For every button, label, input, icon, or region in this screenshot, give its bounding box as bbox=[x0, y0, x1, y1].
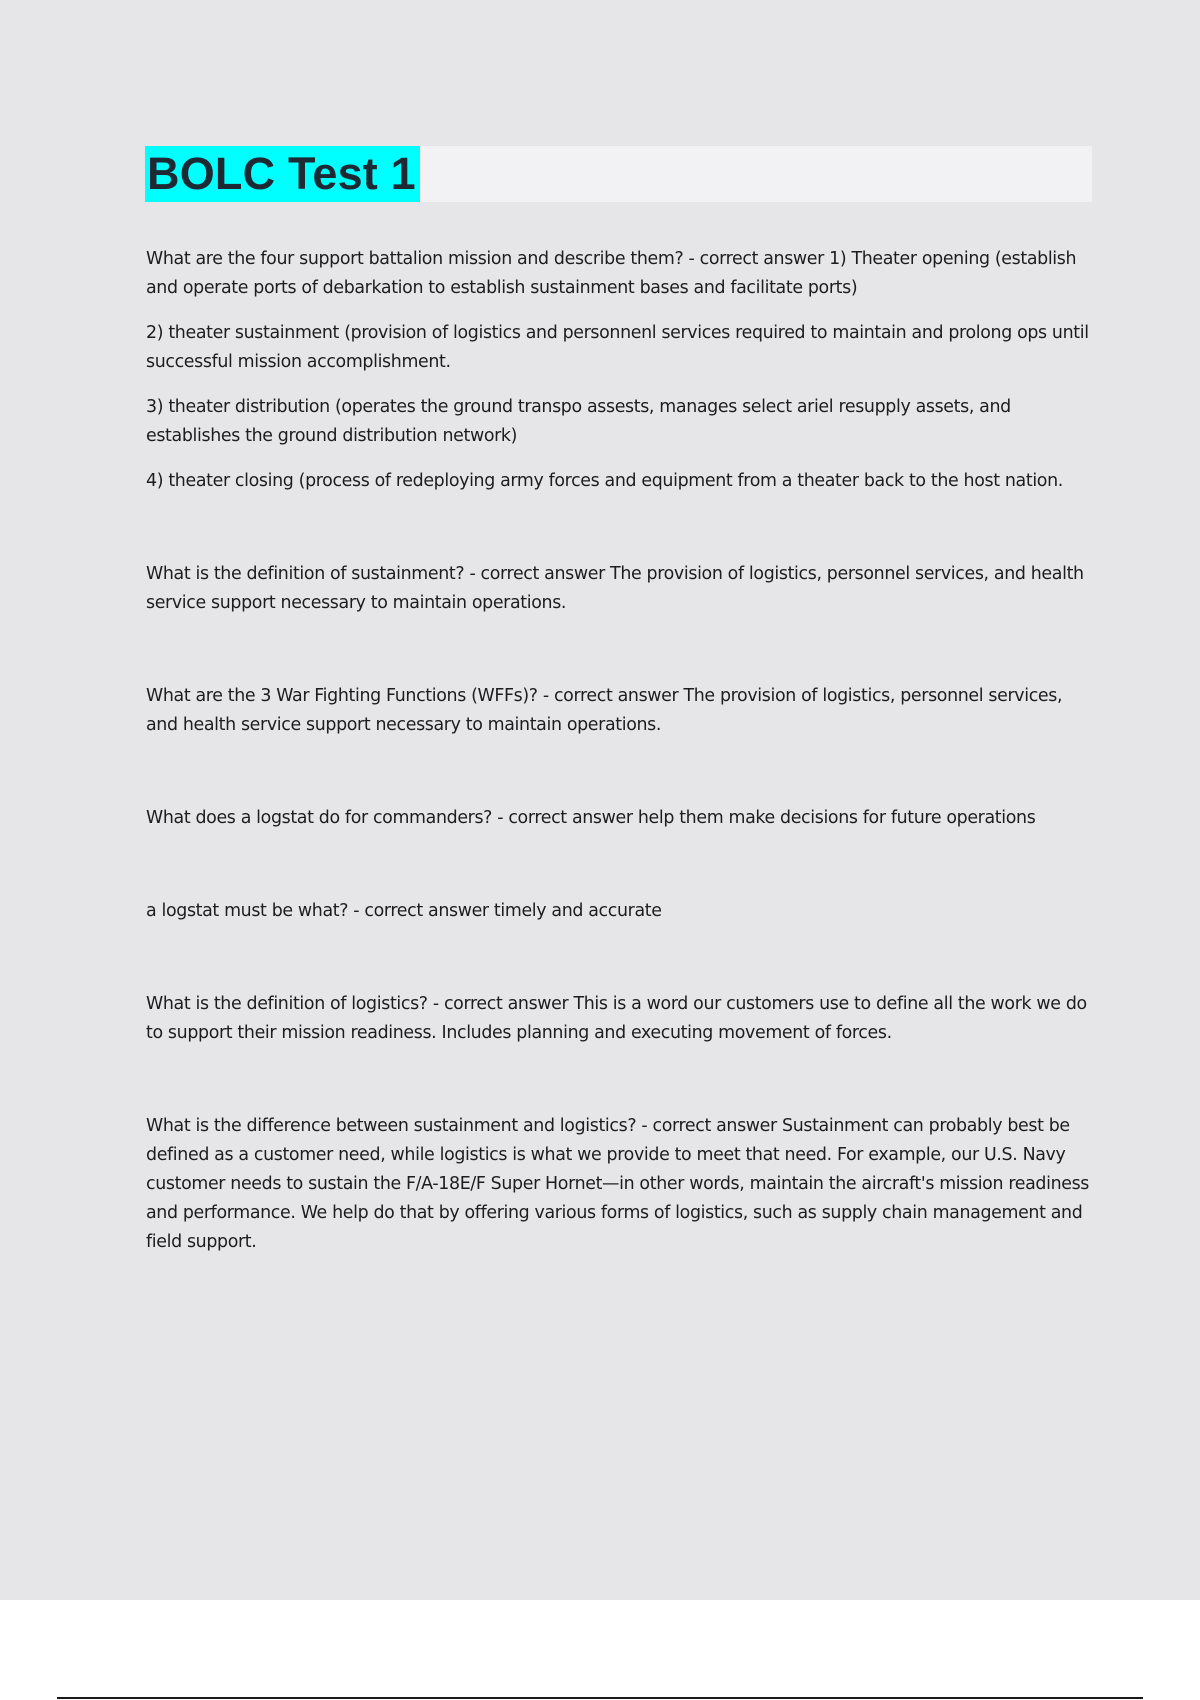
qa-block bbox=[146, 804, 1091, 833]
qa-paragraph: 2) theater sustainment (provision of logistics and personnenl services required to maintain and prolong ops until successful mission accomplishment. bbox=[146, 323, 1089, 372]
qa-paragraph: 4) theater closing (process of redeploying army forces and equipment from a theater back to the host nation. bbox=[146, 471, 1063, 491]
qa-paragraph: What does a logstat do for commanders? - correct answer help them make decisions for future operations bbox=[146, 808, 1036, 828]
document-title: BOLC Test 1 bbox=[145, 146, 420, 202]
qa-block bbox=[146, 560, 1091, 618]
qa-paragraph: What is the difference between sustainment and logistics? - correct answer Sustainment can probably best be defined as a customer need, while logistics is what we provide to meet that need. For example, our U.S. Navy customer needs to sustain the F/A-18E/F Super Hornet—in other words, maintain the aircraft's mission readiness and performance. We help do that by offering various forms of logistics, such as supply chain management and field support. bbox=[146, 1116, 1090, 1252]
qa-paragraph: a logstat must be what? - correct answer timely and accurate bbox=[146, 901, 662, 921]
qa-block bbox=[146, 990, 1091, 1048]
qa-paragraph: What is the definition of logistics? - correct answer This is a word our customers use to define all the work we do to support their mission readiness. Includes planning and executing movement of forces. bbox=[146, 994, 1087, 1043]
qa-block bbox=[146, 682, 1091, 740]
footer-divider bbox=[57, 1697, 1143, 1699]
document-body bbox=[146, 245, 1091, 1257]
qa-paragraph: What is the definition of sustainment? - correct answer The provision of logistics, personnel services, and health service support necessary to maintain operations. bbox=[146, 564, 1084, 613]
qa-block bbox=[146, 245, 1091, 496]
qa-block bbox=[146, 1112, 1091, 1257]
qa-block bbox=[146, 897, 1091, 926]
qa-paragraph: 3) theater distribution (operates the ground transpo assests, manages select ariel resupply assets, and establishes the ground distribution network) bbox=[146, 397, 1011, 446]
qa-paragraph: What are the 3 War Fighting Functions (WFFs)? - correct answer The provision of logistics, personnel services, and health service support necessary to maintain operations. bbox=[146, 686, 1063, 735]
qa-paragraph: What are the four support battalion mission and describe them? - correct answer 1) Theater opening (establish and operate ports of debarkation to establish sustainment bases and facilitate ports) bbox=[146, 249, 1077, 298]
